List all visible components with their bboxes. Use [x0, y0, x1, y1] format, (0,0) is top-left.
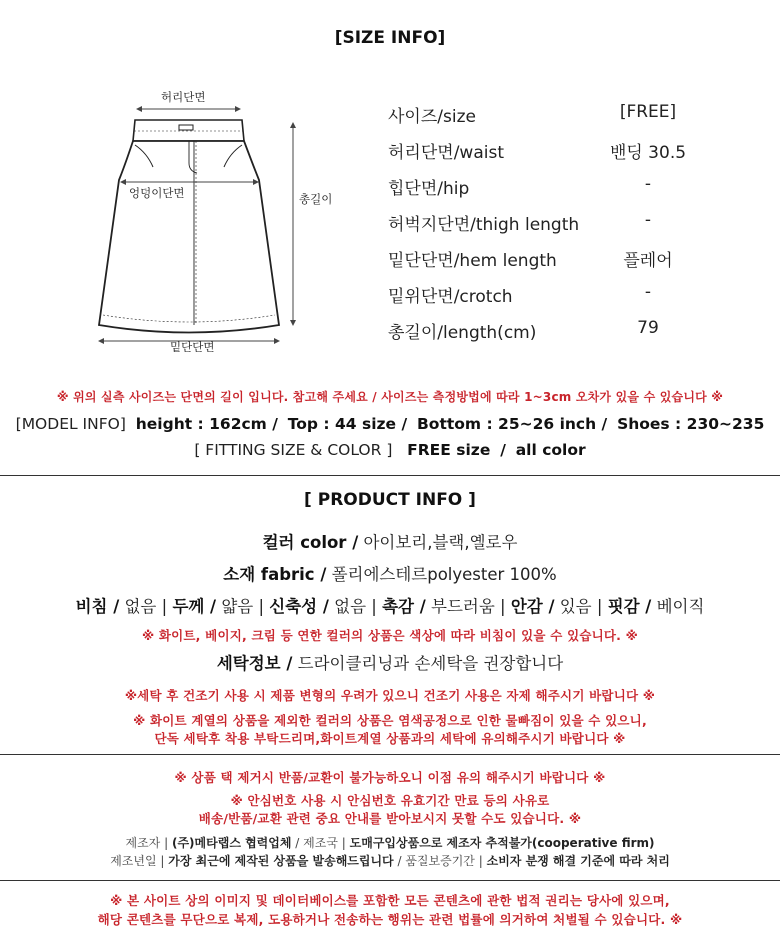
size-row	[388, 318, 688, 354]
attr-value: 없음	[124, 597, 157, 616]
divider	[0, 754, 780, 755]
hip-label: 엉덩이단면	[129, 186, 185, 200]
wash-label: 세탁정보 /	[216, 654, 293, 673]
size-row-label: 힙단면/hip	[388, 179, 470, 199]
fitting-color: all color	[515, 441, 586, 459]
product-info-title: [ PRODUCT INFO ]	[304, 490, 476, 510]
model-bottom: Bottom : 25~26 inch /	[416, 415, 608, 433]
size-row-label: 허리단면/waist	[388, 143, 504, 163]
size-row	[388, 246, 688, 282]
warranty-value: 소비자 분쟁 해결 기준에 따라 처리	[486, 854, 670, 868]
size-row-value: -	[644, 174, 652, 194]
country-label: / 제조국	[295, 836, 338, 850]
attr-separator: |	[371, 597, 377, 616]
size-info-title: [SIZE INFO]	[334, 28, 446, 48]
attr-value: 베이직	[656, 597, 705, 616]
length-label: 총길이	[299, 192, 333, 206]
model-shoes: Shoes : 230~235	[617, 415, 765, 433]
size-row-label: 밑위단면/crotch	[388, 287, 513, 307]
size-row	[388, 102, 688, 138]
color-line	[0, 529, 780, 553]
attributes-line	[0, 593, 780, 617]
divider	[0, 475, 780, 476]
divider	[0, 880, 780, 881]
maker-label: 제조자	[125, 836, 161, 850]
dye-notice: ※ 화이트 계열의 상품을 제외한 컬러의 상품은 염색공정으로 인한 물빠짐이 있을 수 있으니,	[133, 713, 647, 728]
wash-value: 드라이클리닝과 손세탁을 권장합니다	[297, 654, 564, 673]
attr-value: 부드러움	[431, 597, 495, 616]
skirt-illustration	[95, 85, 340, 360]
attr-separator: |	[161, 597, 168, 616]
date-value: 가장 최근에 제작된 상품을 발송해드립니다	[168, 854, 394, 868]
size-row-label: 총길이/length(cm)	[388, 323, 537, 343]
fabric-value: 폴리에스테르polyester 100%	[331, 565, 557, 584]
skirt-diagram	[95, 85, 340, 360]
size-row-value: -	[644, 210, 652, 230]
wash-separately-notice: 단독 세탁후 착용 부탁드리며,화이트계열 상품과의 세탁에 유의해주시기 바랍니다 ※	[154, 731, 626, 746]
dryer-notice: ※세탁 후 건조기 사용 시 제품 변형의 우려가 있으니 건조기 사용은 자제 해주시기 바랍니다 ※	[124, 688, 656, 703]
bar: |	[160, 854, 165, 868]
copyright-line-1: ※ 본 사이트 상의 이미지 및 데이터베이스를 포함한 모든 콘텐츠에 관한 법적 권리는 당사에 있으며,	[110, 893, 670, 908]
size-row-label: 사이즈/size	[388, 107, 476, 127]
attr-separator: |	[596, 597, 603, 616]
size-row-value: -	[644, 282, 652, 302]
maker-value: (주)메타랩스 협력업체	[171, 836, 292, 850]
size-row	[388, 174, 688, 210]
attr-value: 있음	[559, 597, 592, 616]
bar: |	[164, 836, 169, 850]
model-top: Top : 44 size /	[287, 415, 408, 433]
fabric-line	[0, 561, 780, 585]
attr-separator: |	[258, 597, 265, 616]
waist-label: 허리단면	[161, 90, 206, 104]
date-line	[0, 852, 780, 869]
model-height: height : 162cm /	[135, 415, 278, 433]
warranty-label: / 품질보증기간	[397, 854, 475, 868]
attr-label: 비침 /	[75, 597, 120, 616]
color-label: 컬러 color /	[262, 533, 359, 552]
size-row-value: 79	[637, 318, 659, 338]
fitting-tag: [ FITTING SIZE & COLOR ]	[194, 441, 393, 459]
attr-label: 두께 /	[172, 597, 217, 616]
size-row	[388, 282, 688, 318]
attr-label: 핏감 /	[607, 597, 652, 616]
safe-number-notice-2: 배송/반품/교환 관련 중요 안내를 받아보시지 못할 수도 있습니다. ※	[198, 811, 582, 826]
attr-separator: |	[500, 597, 506, 616]
size-row	[388, 210, 688, 246]
size-row-label: 허벅지단면/thigh length	[388, 215, 580, 235]
country-value: 도매구입상품으로 제조자 추적불가(cooperative firm)	[349, 836, 655, 850]
bar: |	[478, 854, 483, 868]
fabric-label: 소재 fabric /	[223, 565, 327, 584]
sheer-notice: ※ 화이트, 베이지, 크림 등 연한 컬러의 상품은 색상에 따라 비침이 있을 수 있습니다. ※	[141, 628, 639, 643]
size-row-value: 밴딩 30.5	[609, 143, 687, 163]
attr-label: 촉감 /	[382, 597, 426, 616]
size-row-value: [FREE]	[619, 102, 677, 122]
attr-label: 안감 /	[510, 597, 555, 616]
attr-value: 얇음	[221, 597, 254, 616]
date-label: 제조년일	[110, 854, 157, 868]
color-value: 아이보리,블랙,옐로우	[363, 533, 518, 552]
attr-value: 없음	[334, 597, 367, 616]
size-notice: ※ 위의 실측 사이즈는 단면의 길이 입니다. 참고해 주세요 / 사이즈는 측정방법에 따라 1~3cm 오차가 있을 수 있습니다 ※	[56, 390, 724, 404]
size-row-value: 플레어	[623, 251, 673, 271]
fitting-info	[0, 441, 780, 459]
bar: |	[341, 836, 346, 850]
fitting-size: FREE size	[407, 441, 491, 459]
fitting-separator: /	[500, 441, 506, 459]
hem-label: 밑단단면	[170, 340, 215, 354]
size-row	[388, 138, 688, 174]
tag-removal-notice: ※ 상품 택 제거시 반품/교환이 불가능하오니 이점 유의 해주시기 바랍니다 ※	[174, 770, 606, 785]
attr-label: 신축성 /	[269, 597, 329, 616]
copyright-line-2: 해당 콘텐츠를 무단으로 복제, 도용하거나 전송하는 행위는 관련 법률에 의거하여 처벌될 수 있습니다. ※	[97, 912, 683, 927]
size-row-label: 밑단단면/hem length	[388, 251, 557, 271]
model-info-tag: [MODEL INFO]	[15, 415, 126, 433]
wash-line	[0, 650, 780, 674]
safe-number-notice: ※ 안심번호 사용 시 안심번호 유효기간 만료 등의 사유로	[230, 793, 550, 808]
maker-line	[0, 834, 780, 851]
model-info	[0, 415, 780, 433]
